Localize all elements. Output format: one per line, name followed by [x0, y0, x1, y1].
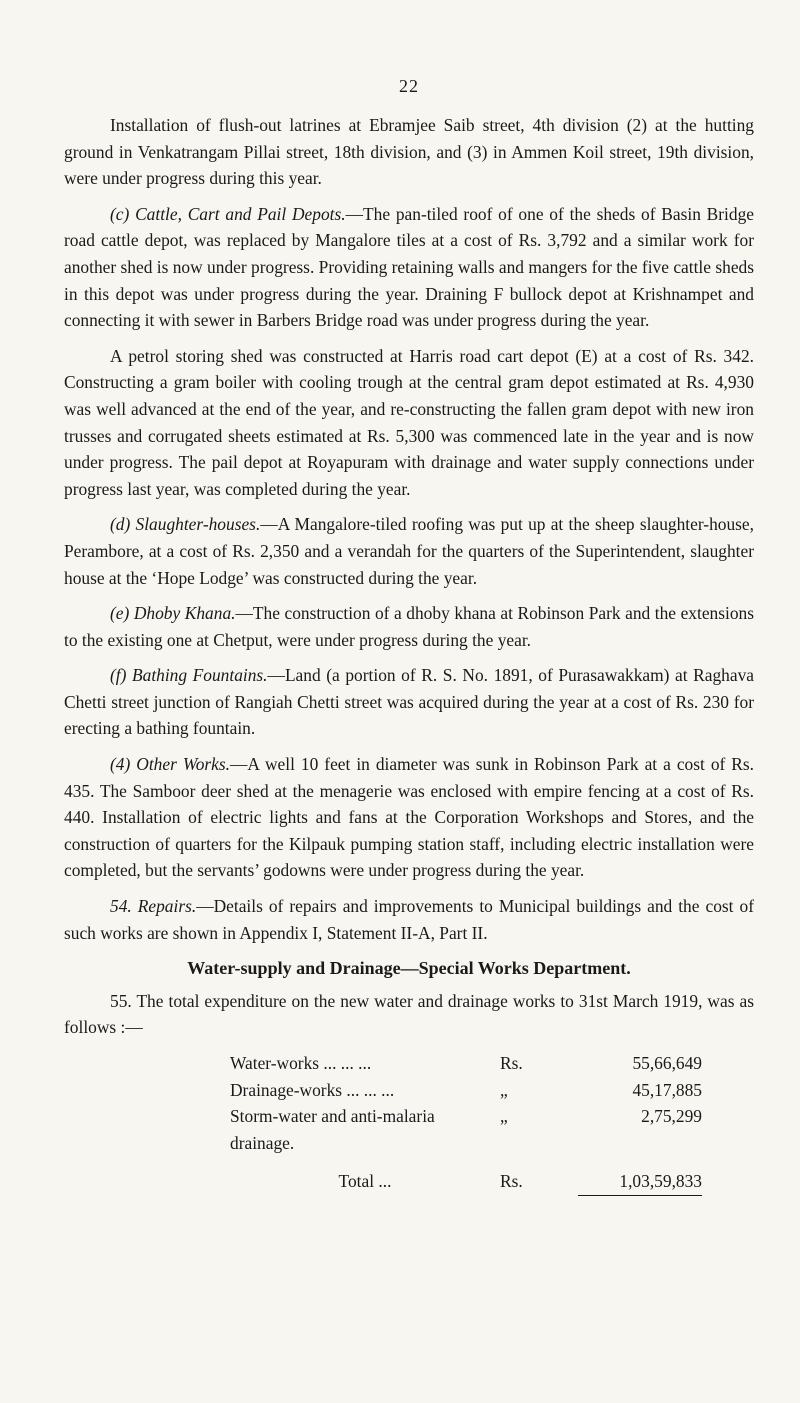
subheading-slaughter-houses: (d) Slaughter-houses. — [110, 514, 261, 535]
table-row — [230, 1103, 702, 1156]
text-other-works: —A well 10 feet in diameter was sunk in Robinson Park at a cost of Rs. 435. The Samboor deer shed at the menagerie was enclosed with empire fencing at a cost of Rs. 440. Installation of electric lights and fans at the Corporation Workshops and Stores, and the construction of quarters for the Kilpauk pumping station staff, including electric installation were completed, but the servants’ godowns were under progress during the year. — [64, 754, 755, 881]
total-label: Total ... — [338, 1171, 392, 1192]
subheading-cattle-depots: (c) Cattle, Cart and Pail Depots. — [110, 203, 346, 224]
total-row — [230, 1156, 702, 1195]
total-currency: Rs. — [500, 1171, 523, 1192]
paragraph-cattle-depots — [64, 201, 754, 334]
paragraph-slaughter-houses — [64, 511, 754, 591]
paragraph-latrines: Installation of flush-out latrines at Ebramjee Saib street, 4th division (2) at the hutting ground in Venkatrangam Pillai street, 18th division, and (3) in Ammen Koil street, 19th division, were under progress during this year. — [64, 115, 754, 189]
paragraph-repairs — [64, 893, 754, 946]
text-bathing-fountains: —Land (a portion of R. S. No. 1891, of Purasawakkam) at Raghava Chetti street junction of Rangiah Chetti street was acquired during the year at a cost of Rs. 230 for erecting a bathing fountain. — [64, 665, 755, 739]
text-cattle-depots: —The pan-tiled roof of one of the sheds of Basin Bridge road cattle depot, was replaced by Mangalore tiles at a cost of Rs. 3,792 and a similar work for another shed is now under progress. Providing retaining walls and mangers for the five cattle sheds in this depot was under progress during the year. Draining F bullock depot at Krishnampet and connecting it with sewer in Barbers Bridge road was under progress during the year. — [64, 203, 754, 331]
table-row — [230, 1077, 702, 1104]
page-number: 22 — [399, 76, 419, 96]
text-repairs: —Details of repairs and improvements to Municipal buildings and the cost of such works are shown in Appendix I, Statement II-A, Part II. — [64, 896, 754, 943]
subheading-bathing-fountains: (f) Bathing Fountains. — [110, 665, 268, 686]
subheading-dhoby-khana: (e) Dhoby Khana. — [110, 603, 236, 624]
table-row — [230, 1050, 702, 1077]
total-amount: 1,03,59,833 — [578, 1156, 702, 1195]
text-dhoby-khana: —The construction of a dhoby khana at Robinson Park and the extensions to the existing one at Chetput, were under progress during the year. — [64, 603, 754, 650]
paragraph-dhoby-khana — [64, 600, 754, 653]
body-text — [64, 112, 754, 1196]
row-item: Drainage-works ... ... ... — [230, 1079, 395, 1100]
paragraph-petrol-shed: A petrol storing shed was constructed at Harris road cart depot (E) at a cost of Rs. 342. Constructing a gram boiler with cooling trough at the central gram depot estimated at Rs. 4,930 was well advanced at the end of the year, and re-constructing the fallen gram depot with new iron trusses and corrugated sheets estimated at Rs. 5,300 was commenced late in the year and is now under progress. The pail depot at Royapuram with drainage and water supply connections under progress last year, was completed during the year. — [64, 345, 754, 499]
row-item: Storm-water and anti-malaria drainage. — [230, 1106, 435, 1153]
row-amount: 55,66,649 — [632, 1053, 702, 1073]
paragraph-other-works — [64, 751, 754, 884]
row-currency: Rs. — [500, 1053, 523, 1073]
row-currency: „ — [500, 1079, 508, 1100]
paragraph-bathing-fountains — [64, 662, 754, 742]
expenditure-table — [230, 1050, 702, 1196]
subheading-repairs: 54. Repairs. — [110, 896, 197, 917]
subheading-other-works: (4) Other Works. — [110, 754, 231, 775]
row-amount: 45,17,885 — [632, 1079, 702, 1100]
row-amount: 2,75,299 — [641, 1106, 702, 1127]
row-item: Water-works ... ... ... — [230, 1053, 372, 1073]
paragraph-expenditure-intro: 55. The total expenditure on the new water and drainage works to 31st March 1919, was as follows :— — [64, 990, 754, 1038]
row-currency: „ — [500, 1106, 508, 1127]
text-slaughter-houses: —A Mangalore-tiled roofing was put up at the sheep slaughter-house, Perambore, at a cost of Rs. 2,350 and a verandah for the quarters of the Superintendent, slaughter house at the ‘Hope Lodge’ was constructed during the year. — [64, 514, 754, 588]
section-heading: Water-supply and Drainage—Special Works Department. — [187, 958, 631, 979]
